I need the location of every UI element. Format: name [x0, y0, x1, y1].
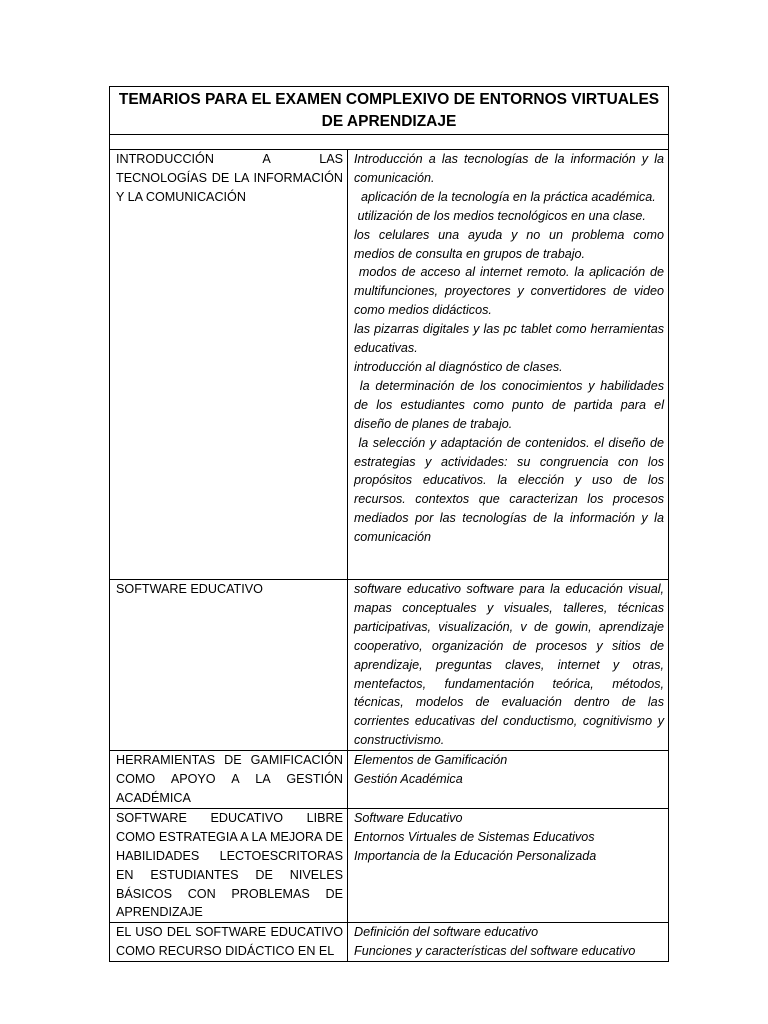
detail-line: Gestión Académica: [354, 772, 463, 787]
topic-cell: INTRODUCCIÓN A LAS TECNOLOGÍAS DE LA INFORMACIÓN Y LA COMUNICACIÓN: [110, 150, 348, 580]
detail-line: utilización de los medios tecnológicos en una clase.: [354, 208, 646, 223]
table-row: [110, 923, 669, 962]
details-cell: [348, 751, 669, 809]
detail-line: introducción al diagnóstico de clases.: [354, 359, 563, 374]
topic-cell: HERRAMIENTAS DE GAMIFICACIÓN COMO APOYO A LA GESTIÓN ACADÉMICA: [110, 751, 348, 809]
detail-line: Importancia de la Educación Personalizada: [354, 848, 597, 863]
detail-line: Software Educativo: [354, 810, 463, 825]
document-title: TEMARIOS PARA EL EXAMEN COMPLEXIVO DE ENTORNOS VIRTUALES DE APRENDIZAJE: [110, 87, 669, 135]
details-cell: [348, 580, 669, 751]
detail-line: Introducción a las tecnologías de la información y la comunicación.: [354, 152, 664, 185]
spacer-row: [110, 135, 669, 150]
table-row: [110, 150, 669, 580]
details-cell: [348, 150, 669, 580]
detail-line: las pizarras digitales y las pc tablet como herramientas educativas.: [354, 322, 664, 356]
detail-line: aplicación de la tecnología en la práctica académica.: [354, 189, 656, 204]
syllabus-table: [109, 86, 669, 962]
table-row: [110, 580, 669, 751]
title-row: [110, 87, 669, 135]
topic-cell: EL USO DEL SOFTWARE EDUCATIVO COMO RECURSO DIDÁCTICO EN EL: [110, 923, 348, 962]
detail-line: la selección y adaptación de contenidos. el diseño de estrategias y actividades: su congruencia con los propósitos educativos. la elección y uso de los recursos. contextos que caracterizan los procesos mediados por las tecnologías de la información y la comunicación: [354, 435, 668, 545]
detail-line: la determinación de los conocimientos y habilidades de los estudiantes como punto de partida para el diseño de planes de trabajo.: [354, 378, 668, 431]
details-cell: [348, 808, 669, 922]
topic-cell: SOFTWARE EDUCATIVO LIBRE COMO ESTRATEGIA A LA MEJORA DE HABILIDADES LECTOESCRITORAS EN ESTUDIANTES DE NIVELES BÁSICOS CON PROBLEMAS DE APRENDIZAJE: [110, 808, 348, 922]
table-row: [110, 751, 669, 809]
detail-line: modos de acceso al internet remoto. la aplicación de multifunciones, proyectores y convertidores de video como medios didácticos.: [354, 265, 668, 318]
detail-line: software educativo software para la educación visual, mapas conceptuales y visuales, talleres, técnicas participativas, visualización, v de gowin, aprendizaje cooperativo, organización de procesos y sitios de aprendizaje, preguntas claves, internet y otras, mentefactos, fundamentación teórica, métodos, técnicas, modelos de evaluación dentro de las corrientes educativas del conductismo, cognitivismo y constructivismo.: [354, 582, 664, 748]
detail-line: Definición del software educativo: [354, 925, 539, 940]
detail-line: Funciones y características del software educativo: [354, 944, 636, 959]
detail-line: Elementos de Gamificación: [354, 753, 508, 768]
topic-cell: SOFTWARE EDUCATIVO: [110, 580, 348, 751]
detail-line: Entornos Virtuales de Sistemas Educativos: [354, 829, 595, 844]
details-cell: [348, 923, 669, 962]
detail-line: los celulares una ayuda y no un problema como medios de consulta en grupos de trabajo.: [354, 227, 664, 261]
table-row: [110, 808, 669, 922]
spacer-cell: [110, 135, 669, 150]
